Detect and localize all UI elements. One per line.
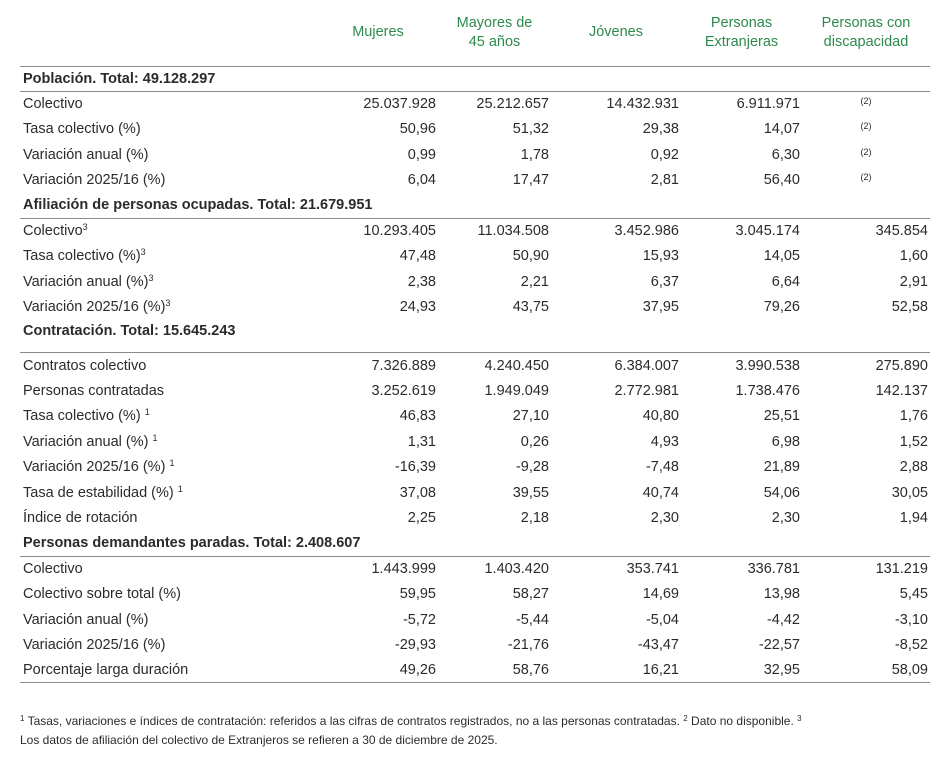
value-cell: 25.037.928 <box>363 96 436 113</box>
value-cell: 14,69 <box>642 586 679 603</box>
table-header <box>20 0 930 66</box>
table-row <box>20 218 930 243</box>
table-row <box>20 91 930 116</box>
value-cell: 58,76 <box>438 658 551 683</box>
value-cell: 1.403.420 <box>484 560 549 577</box>
value-cell: 40,80 <box>642 408 679 425</box>
value-cell: 56,40 <box>763 172 800 189</box>
value-cell: -16,39 <box>394 459 436 476</box>
footnote-sup-1: 1 <box>20 714 25 723</box>
value-cell: 4,93 <box>650 433 679 450</box>
column-header-line: Mayores de <box>456 14 533 31</box>
value-cell: -43,47 <box>637 636 679 653</box>
value-cell: 52,58 <box>891 299 928 316</box>
header-row <box>20 0 930 66</box>
value-cell: 25.212.657 <box>476 96 549 113</box>
row-label-text: Colectivo <box>23 560 83 577</box>
table-row <box>20 117 930 142</box>
section-title: Afiliación de personas ocupadas. Total: 21.679.951 <box>20 193 930 218</box>
row-label-text: Tasa de estabilidad (%) <box>23 484 178 501</box>
row-label-text: Colectivo <box>23 223 83 240</box>
footnote-text-2: Dato no disponible. <box>687 714 798 728</box>
value-cell: 51,32 <box>512 121 549 138</box>
value-cell: 131.219 <box>875 560 928 577</box>
value-cell: 54,06 <box>763 484 800 501</box>
value-cell: 13,98 <box>763 586 800 603</box>
section-title: Personas demandantes paradas. Total: 2.408.607 <box>20 531 930 556</box>
row-label <box>20 658 310 683</box>
section-header-row <box>20 531 930 556</box>
row-label <box>20 429 310 454</box>
value-cell: 14,05 <box>763 248 800 265</box>
not-available-marker: (2) <box>860 121 872 132</box>
value-cell: 4.240.450 <box>484 357 549 374</box>
value-cell: 6,30 <box>771 146 800 163</box>
row-label-text: Personas contratadas <box>23 382 165 399</box>
value-cell: 6.911.971 <box>736 96 800 113</box>
value-cell: 345.854 <box>875 223 928 240</box>
value-cell: -5,72 <box>402 611 436 628</box>
table-row <box>20 378 930 403</box>
table-row <box>20 505 930 530</box>
value-cell: 29,38 <box>642 121 679 138</box>
value-cell: 3.045.174 <box>735 223 800 240</box>
table-row <box>20 607 930 632</box>
value-cell: 24,93 <box>399 299 436 316</box>
value-cell: 3.252.619 <box>371 382 436 399</box>
value-cell: 275.890 <box>875 357 928 374</box>
footnote-reference: 1 <box>144 407 150 418</box>
value-cell: 11.034.508 <box>477 223 549 240</box>
value-cell: 40,74 <box>642 484 679 501</box>
row-label-text: Variación anual (%) <box>23 433 153 450</box>
table-row <box>20 454 930 479</box>
row-label-text: Variación 2025/16 (%) <box>23 459 170 476</box>
value-cell: -9,28 <box>515 459 549 476</box>
value-cell: 2,25 <box>407 509 436 526</box>
value-cell: 6,98 <box>771 433 800 450</box>
value-cell: 14,07 <box>763 121 800 138</box>
column-header-line: Extranjeras <box>704 33 779 50</box>
table-row <box>20 480 930 505</box>
row-label <box>20 581 310 606</box>
row-label <box>20 632 310 657</box>
column-header-line: Personas <box>710 14 773 31</box>
value-cell: 39,55 <box>512 484 549 501</box>
value-cell: 3.990.538 <box>735 357 800 374</box>
row-label-text: Variación anual (%) <box>23 273 149 290</box>
row-label <box>20 142 310 167</box>
row-label-text: Variación 2025/16 (%) <box>23 636 166 653</box>
value-cell: -3,10 <box>894 611 928 628</box>
table-row <box>20 142 930 167</box>
value-cell: 6,37 <box>650 273 679 290</box>
footnote-reference: 1 <box>177 483 183 494</box>
row-label-text: Índice de rotación <box>23 509 138 526</box>
column-header-line: discapacidad <box>823 33 909 50</box>
table-row <box>20 168 930 193</box>
footnote-sup-2: 2 <box>683 714 688 723</box>
column-header-line: Jóvenes <box>588 24 643 41</box>
row-label <box>20 244 310 269</box>
value-cell: 1,31 <box>407 433 436 450</box>
row-label <box>20 607 310 632</box>
value-cell: 353.741 <box>626 560 679 577</box>
statistics-table <box>20 0 930 683</box>
value-cell: 5,45 <box>899 586 928 603</box>
value-cell: 3.452.986 <box>614 223 679 240</box>
row-label-text: Variación 2025/16 (%) <box>23 172 166 189</box>
footnote-line-1 <box>20 712 930 731</box>
value-cell: -29,93 <box>394 636 436 653</box>
value-cell: 6,04 <box>407 172 436 189</box>
value-cell: 6.384.007 <box>614 357 679 374</box>
value-cell: 7.326.889 <box>371 357 436 374</box>
table-row <box>20 658 930 683</box>
column-header-5 <box>802 0 930 66</box>
table-row <box>20 404 930 429</box>
row-label <box>20 378 310 403</box>
column-header-4 <box>681 0 802 66</box>
table-row <box>20 269 930 294</box>
value-cell: -7,48 <box>645 459 679 476</box>
value-cell: 49,26 <box>310 658 438 683</box>
table-row <box>20 632 930 657</box>
row-label-text: Contratos colectivo <box>23 357 147 374</box>
row-label <box>20 480 310 505</box>
row-label <box>20 505 310 530</box>
value-cell: 1.738.476 <box>735 382 800 399</box>
value-cell: 2.772.981 <box>614 382 679 399</box>
row-label-text: Variación anual (%) <box>23 611 149 628</box>
table-row <box>20 556 930 581</box>
row-label <box>20 454 310 479</box>
value-cell: 47,48 <box>399 248 436 265</box>
row-label <box>20 168 310 193</box>
row-label-text: Tasa colectivo (%) <box>23 408 145 425</box>
row-label-text: Tasa colectivo (%) <box>23 121 141 138</box>
value-cell: 0,99 <box>407 146 436 163</box>
row-label-text: Colectivo sobre total (%) <box>23 586 181 603</box>
value-cell: 14.432.931 <box>606 96 679 113</box>
value-cell: -8,52 <box>894 636 928 653</box>
row-label-text: Tasa colectivo (%) <box>23 248 141 265</box>
row-label <box>20 269 310 294</box>
column-header-line: Mujeres <box>352 24 404 41</box>
table-row <box>20 244 930 269</box>
not-available-marker: (2) <box>860 146 872 157</box>
value-cell: 21,89 <box>763 459 800 476</box>
footnote-reference: 3 <box>165 298 171 309</box>
value-cell: -4,42 <box>766 611 800 628</box>
row-label <box>20 218 310 243</box>
table-row <box>20 353 930 378</box>
table-row <box>20 429 930 454</box>
footnote-reference: 3 <box>82 222 88 233</box>
value-cell: 1.949.049 <box>484 382 549 399</box>
footnote-text-1: Tasas, variaciones e índices de contratación: referidos a las cifras de contratos registrados, no a las personas contratadas. <box>24 714 684 728</box>
value-cell: 30,05 <box>891 484 928 501</box>
value-cell: -5,04 <box>645 611 679 628</box>
statistics-table-container <box>20 0 930 683</box>
column-header-line: 45 años <box>468 33 521 50</box>
value-cell: 50,90 <box>512 248 549 265</box>
value-cell: 1,78 <box>520 146 549 163</box>
value-cell: 2,88 <box>899 459 928 476</box>
column-header-line: Personas con <box>821 14 911 31</box>
header-blank-cell <box>20 0 310 66</box>
row-label-text: Porcentaje larga duración <box>23 662 189 679</box>
footnote-reference: 3 <box>140 247 146 258</box>
table-row <box>20 581 930 606</box>
value-cell: 27,10 <box>512 408 549 425</box>
row-label <box>20 295 310 320</box>
section-header-row <box>20 193 930 218</box>
value-cell: 79,26 <box>763 299 800 316</box>
table-row <box>20 295 930 320</box>
row-label <box>20 91 310 116</box>
value-cell: 0,26 <box>520 433 549 450</box>
value-cell: 6,64 <box>771 273 800 290</box>
value-cell: 17,47 <box>512 172 549 189</box>
value-cell: 0,92 <box>650 146 679 163</box>
value-cell: 10.293.405 <box>363 223 436 240</box>
not-available-marker: (2) <box>860 172 872 183</box>
value-cell: 2,81 <box>650 172 679 189</box>
column-header-3 <box>551 0 681 66</box>
value-cell: 46,83 <box>399 408 436 425</box>
section-title: Población. Total: 49.128.297 <box>20 66 930 91</box>
footnote-sup-3: 3 <box>797 714 802 723</box>
section-header-row <box>20 66 930 91</box>
value-cell: 37,08 <box>399 484 436 501</box>
value-cell: 1.443.999 <box>371 560 436 577</box>
section-title: Contratación. Total: 15.645.243 <box>20 320 930 353</box>
value-cell: 2,91 <box>899 273 928 290</box>
row-label <box>20 353 310 378</box>
row-label <box>20 404 310 429</box>
value-cell: 2,38 <box>407 273 436 290</box>
table-body <box>20 66 930 683</box>
footnote-reference: 3 <box>148 272 154 283</box>
value-cell: 2,30 <box>771 509 800 526</box>
value-cell: -21,76 <box>507 636 549 653</box>
value-cell: 16,21 <box>551 658 681 683</box>
footnote-reference: 1 <box>169 458 175 469</box>
value-cell: 43,75 <box>512 299 549 316</box>
value-cell: -5,44 <box>515 611 549 628</box>
row-label <box>20 117 310 142</box>
value-cell: 59,95 <box>399 586 436 603</box>
column-header-2 <box>438 0 551 66</box>
value-cell: 142.137 <box>875 382 928 399</box>
value-cell: 32,95 <box>681 658 802 683</box>
value-cell: 37,95 <box>642 299 679 316</box>
value-cell: 25,51 <box>763 408 800 425</box>
row-label-text: Variación 2025/16 (%) <box>23 299 166 316</box>
value-cell: 1,76 <box>899 408 928 425</box>
value-cell: 58,09 <box>802 658 930 683</box>
column-header-1 <box>310 0 438 66</box>
footnote-reference: 1 <box>152 432 158 443</box>
value-cell: 2,21 <box>520 273 549 290</box>
value-cell: 58,27 <box>512 586 549 603</box>
row-label-text: Variación anual (%) <box>23 146 149 163</box>
value-cell: 1,94 <box>899 509 928 526</box>
value-cell: 1,60 <box>899 248 928 265</box>
value-cell: 15,93 <box>642 248 679 265</box>
footnote <box>20 712 930 750</box>
not-available-marker: (2) <box>860 96 872 107</box>
value-cell: 2,30 <box>650 509 679 526</box>
value-cell: 1,52 <box>899 433 928 450</box>
row-label <box>20 556 310 581</box>
row-label-text: Colectivo <box>23 96 83 113</box>
value-cell: 336.781 <box>747 560 800 577</box>
value-cell: 50,96 <box>399 121 436 138</box>
value-cell: -22,57 <box>758 636 800 653</box>
value-cell: 2,18 <box>520 509 549 526</box>
section-header-row <box>20 320 930 353</box>
footnote-line-2: Los datos de afiliación del colectivo de Extranjeros se refieren a 30 de diciembre de 2025. <box>20 733 498 747</box>
